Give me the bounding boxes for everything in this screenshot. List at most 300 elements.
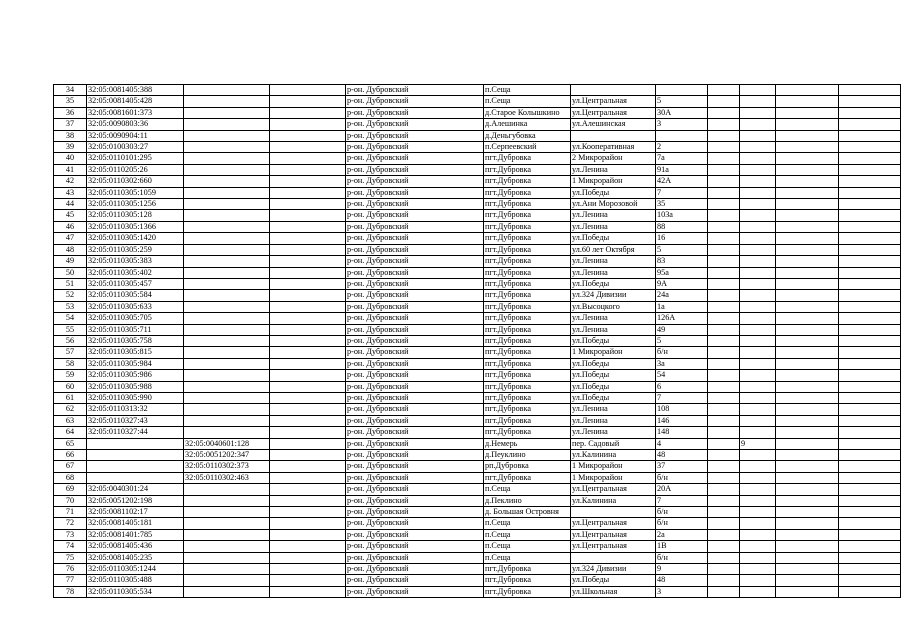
house-number-cell: 24а [656,290,708,301]
table-row [54,199,901,210]
district-cell: р-он. Дубровский [346,427,484,438]
extra-col-4-cell [839,507,901,518]
cadastral-number-cell: 32:05:0081601:373 [87,107,184,118]
district-cell: р-он. Дубровский [346,244,484,255]
row-number-cell: 44 [54,199,87,210]
street-cell [571,85,656,96]
district-cell: р-он. Дубровский [346,142,484,153]
extra-col-4-cell [839,450,901,461]
extra-col-2-cell [740,495,776,506]
cadastral-number-alt-cell [184,392,270,403]
extra-col-3-cell [776,335,839,346]
extra-col-2-cell [740,278,776,289]
extra-col-1-cell [708,472,740,483]
house-number-cell: 9 [656,564,708,575]
blank-col-cell [270,153,346,164]
extra-col-4-cell [839,358,901,369]
settlement-cell: пгт.Дубровка [484,256,571,267]
extra-col-4-cell [839,313,901,324]
street-cell: ул.Калинина [571,495,656,506]
settlement-cell: д.Пеуклино [484,450,571,461]
cadastral-number-cell: 32:05:0110313:32 [87,404,184,415]
extra-col-2-cell [740,153,776,164]
blank-col-cell [270,164,346,175]
cadastral-number-alt-cell [184,552,270,563]
settlement-cell: пгт.Дубровка [484,392,571,403]
extra-col-1-cell [708,278,740,289]
cadastral-number-alt-cell [184,96,270,107]
extra-col-3-cell [776,438,839,449]
row-number-cell: 46 [54,221,87,232]
extra-col-2-cell [740,324,776,335]
extra-col-3-cell [776,415,839,426]
row-number-cell: 63 [54,415,87,426]
blank-col-cell [270,244,346,255]
street-cell: 1 Микрорайон [571,347,656,358]
house-number-cell: б/н [656,507,708,518]
extra-col-3-cell [776,313,839,324]
blank-col-cell [270,586,346,597]
cadastral-number-cell: 32:05:0040301:24 [87,484,184,495]
house-number-cell: б/н [656,347,708,358]
extra-col-2-cell [740,541,776,552]
extra-col-1-cell [708,484,740,495]
table-row [54,301,901,312]
house-number-cell: 126А [656,313,708,324]
street-cell: ул.Ленина [571,164,656,175]
cadastral-number-alt-cell [184,370,270,381]
row-number-cell: 50 [54,267,87,278]
street-cell [571,507,656,518]
table-row [54,347,901,358]
house-number-cell: 146 [656,415,708,426]
settlement-cell: пгт.Дубровка [484,290,571,301]
extra-col-2-cell [740,507,776,518]
table-row [54,507,901,518]
table-row [54,427,901,438]
cadastral-number-cell: 32:05:0110305:984 [87,358,184,369]
extra-col-1-cell [708,210,740,221]
row-number-cell: 34 [54,85,87,96]
extra-col-2-cell [740,85,776,96]
table-row [54,529,901,540]
cadastral-number-alt-cell [184,278,270,289]
extra-col-2-cell [740,256,776,267]
settlement-cell: д.Алешинка [484,119,571,130]
row-number-cell: 67 [54,461,87,472]
extra-col-4-cell [839,518,901,529]
extra-col-3-cell [776,187,839,198]
district-cell: р-он. Дубровский [346,507,484,518]
district-cell: р-он. Дубровский [346,347,484,358]
house-number-cell: 6 [656,381,708,392]
extra-col-4-cell [839,130,901,141]
house-number-cell: 35 [656,199,708,210]
street-cell: ул.Центральная [571,96,656,107]
extra-col-1-cell [708,233,740,244]
extra-col-4-cell [839,495,901,506]
blank-col-cell [270,552,346,563]
settlement-cell: пгт.Дубровка [484,358,571,369]
district-cell: р-он. Дубровский [346,438,484,449]
blank-col-cell [270,278,346,289]
table-row [54,130,901,141]
table-row [54,256,901,267]
house-number-cell: 3 [656,586,708,597]
table-row [54,586,901,597]
blank-col-cell [270,518,346,529]
extra-col-1-cell [708,164,740,175]
district-cell: р-он. Дубровский [346,358,484,369]
extra-col-1-cell [708,438,740,449]
house-number-cell: 16 [656,233,708,244]
blank-col-cell [270,335,346,346]
street-cell: ул.Кооперативная [571,142,656,153]
row-number-cell: 56 [54,335,87,346]
cadastral-number-cell: 32:05:0110305:457 [87,278,184,289]
extra-col-4-cell [839,381,901,392]
blank-col-cell [270,142,346,153]
extra-col-3-cell [776,529,839,540]
extra-col-4-cell [839,244,901,255]
extra-col-4-cell [839,164,901,175]
street-cell: ул.Калинина [571,450,656,461]
cadastral-number-cell [87,450,184,461]
extra-col-4-cell [839,438,901,449]
row-number-cell: 48 [54,244,87,255]
house-number-cell: 1В [656,541,708,552]
house-number-cell: 91а [656,164,708,175]
extra-col-3-cell [776,450,839,461]
row-number-cell: 65 [54,438,87,449]
settlement-cell: пгт.Дубровка [484,244,571,255]
cadastral-number-cell: 32:05:0110305:128 [87,210,184,221]
district-cell: р-он. Дубровский [346,267,484,278]
table-body [54,85,901,598]
house-number-cell: б/н [656,518,708,529]
blank-col-cell [270,484,346,495]
extra-col-4-cell [839,96,901,107]
table-row [54,290,901,301]
extra-col-3-cell [776,495,839,506]
street-cell: ул.Ленина [571,313,656,324]
settlement-cell: п.Серпеевский [484,142,571,153]
extra-col-2-cell [740,347,776,358]
extra-col-4-cell [839,392,901,403]
table-row [54,267,901,278]
blank-col-cell [270,107,346,118]
settlement-cell: пгт.Дубровка [484,176,571,187]
cadastral-number-alt-cell [184,415,270,426]
table-row [54,176,901,187]
house-number-cell: 42А [656,176,708,187]
extra-col-1-cell [708,153,740,164]
cadastral-number-cell: 32:05:0110305:758 [87,335,184,346]
cadastral-number-cell: 32:05:0110305:705 [87,313,184,324]
extra-col-3-cell [776,472,839,483]
cadastral-number-cell: 32:05:0110305:988 [87,381,184,392]
settlement-cell: пгт.Дубровка [484,164,571,175]
cadastral-number-cell: 32:05:0110305:990 [87,392,184,403]
table-row [54,358,901,369]
table-row [54,107,901,118]
extra-col-4-cell [839,187,901,198]
row-number-cell: 78 [54,586,87,597]
extra-col-4-cell [839,290,901,301]
cadastral-number-cell: 32:05:0110305:584 [87,290,184,301]
street-cell: ул.Высоцкого [571,301,656,312]
extra-col-3-cell [776,541,839,552]
blank-col-cell [270,96,346,107]
row-number-cell: 60 [54,381,87,392]
street-cell: ул.Победы [571,187,656,198]
extra-col-2-cell [740,586,776,597]
extra-col-2-cell [740,450,776,461]
blank-col-cell [270,301,346,312]
district-cell: р-он. Дубровский [346,313,484,324]
extra-col-1-cell [708,541,740,552]
house-number-cell: 5 [656,335,708,346]
blank-col-cell [270,290,346,301]
blank-col-cell [270,119,346,130]
extra-col-3-cell [776,427,839,438]
blank-col-cell [270,415,346,426]
cadastral-number-cell [87,438,184,449]
settlement-cell: пгт.Дубровка [484,313,571,324]
row-number-cell: 55 [54,324,87,335]
cadastral-number-alt-cell [184,142,270,153]
extra-col-4-cell [839,221,901,232]
extra-col-2-cell [740,381,776,392]
extra-col-4-cell [839,586,901,597]
cadastral-number-alt-cell: 32:05:0040601:128 [184,438,270,449]
extra-col-2-cell [740,335,776,346]
street-cell: ул.Ленина [571,221,656,232]
cadastral-number-alt-cell: 32:05:0110302:373 [184,461,270,472]
extra-col-1-cell [708,130,740,141]
table-row [54,335,901,346]
extra-col-2-cell [740,130,776,141]
table-row [54,381,901,392]
blank-col-cell [270,130,346,141]
extra-col-2-cell [740,301,776,312]
row-number-cell: 72 [54,518,87,529]
row-number-cell: 49 [54,256,87,267]
blank-col-cell [270,210,346,221]
row-number-cell: 41 [54,164,87,175]
district-cell: р-он. Дубровский [346,278,484,289]
extra-col-1-cell [708,142,740,153]
table-row [54,392,901,403]
street-cell: 2 Микрорайон [571,153,656,164]
extra-col-3-cell [776,244,839,255]
settlement-cell: пгт.Дубровка [484,278,571,289]
blank-col-cell [270,438,346,449]
extra-col-4-cell [839,427,901,438]
cadastral-number-alt-cell [184,404,270,415]
extra-col-4-cell [839,415,901,426]
extra-col-4-cell [839,278,901,289]
extra-col-1-cell [708,176,740,187]
extra-col-4-cell [839,472,901,483]
extra-col-4-cell [839,461,901,472]
extra-col-3-cell [776,256,839,267]
cadastral-number-cell: 32:05:0081405:181 [87,518,184,529]
street-cell: ул.60 лет Октября [571,244,656,255]
cadastral-number-alt-cell [184,541,270,552]
row-number-cell: 73 [54,529,87,540]
cadastral-number-cell: 32:05:0110305:1059 [87,187,184,198]
table-row [54,438,901,449]
house-number-cell: 49 [656,324,708,335]
extra-col-2-cell [740,221,776,232]
extra-col-2-cell [740,564,776,575]
cadastral-number-cell: 32:05:0081405:428 [87,96,184,107]
street-cell: ул.Победы [571,381,656,392]
street-cell: ул.Школьная [571,586,656,597]
cadastral-number-cell: 32:05:0110205:26 [87,164,184,175]
district-cell: р-он. Дубровский [346,119,484,130]
house-number-cell: 108 [656,404,708,415]
extra-col-1-cell [708,575,740,586]
street-cell: ул.Ленина [571,427,656,438]
cadastral-number-alt-cell: 32:05:0051202:347 [184,450,270,461]
cadastral-number-cell: 32:05:0081405:436 [87,541,184,552]
blank-col-cell [270,370,346,381]
extra-col-3-cell [776,564,839,575]
blank-col-cell [270,472,346,483]
extra-col-3-cell [776,130,839,141]
extra-col-2-cell [740,187,776,198]
extra-col-1-cell [708,256,740,267]
district-cell: р-он. Дубровский [346,187,484,198]
extra-col-4-cell [839,484,901,495]
district-cell: р-он. Дубровский [346,233,484,244]
cadastral-number-cell: 32:05:0081405:388 [87,85,184,96]
extra-col-2-cell [740,233,776,244]
blank-col-cell [270,564,346,575]
settlement-cell: д.Немерь [484,438,571,449]
cadastral-number-alt-cell [184,210,270,221]
extra-col-2-cell [740,290,776,301]
extra-col-1-cell [708,107,740,118]
extra-col-4-cell [839,347,901,358]
blank-col-cell [270,495,346,506]
house-number-cell: 3а [656,358,708,369]
row-number-cell: 68 [54,472,87,483]
table-row [54,404,901,415]
extra-col-1-cell [708,507,740,518]
street-cell: ул.Победы [571,278,656,289]
blank-col-cell [270,461,346,472]
extra-col-3-cell [776,301,839,312]
settlement-cell: пгт.Дубровка [484,347,571,358]
cadastral-number-alt-cell [184,518,270,529]
blank-col-cell [270,404,346,415]
settlement-cell: пгт.Дубровка [484,335,571,346]
cadastral-number-alt-cell [184,290,270,301]
district-cell: р-он. Дубровский [346,472,484,483]
table-row [54,415,901,426]
settlement-cell: п.Сеща [484,96,571,107]
house-number-cell: 1а [656,301,708,312]
cadastral-number-cell: 32:05:0110305:815 [87,347,184,358]
house-number-cell [656,85,708,96]
cadastral-number-alt-cell [184,301,270,312]
blank-col-cell [270,233,346,244]
district-cell: р-он. Дубровский [346,381,484,392]
table-row [54,187,901,198]
table-row [54,142,901,153]
extra-col-3-cell [776,518,839,529]
house-number-cell: 7 [656,495,708,506]
extra-col-2-cell [740,244,776,255]
extra-col-4-cell [839,529,901,540]
row-number-cell: 61 [54,392,87,403]
cadastral-number-cell: 32:05:0051202:198 [87,495,184,506]
extra-col-1-cell [708,96,740,107]
extra-col-2-cell [740,199,776,210]
house-number-cell: 54 [656,370,708,381]
district-cell: р-он. Дубровский [346,164,484,175]
blank-col-cell [270,358,346,369]
house-number-cell: б/н [656,472,708,483]
cadastral-number-alt-cell [184,130,270,141]
extra-col-2-cell [740,529,776,540]
extra-col-1-cell [708,85,740,96]
settlement-cell: п.Сеща [484,552,571,563]
blank-col-cell [270,313,346,324]
table-row [54,278,901,289]
cadastral-number-cell: 32:05:0110302:660 [87,176,184,187]
extra-col-2-cell [740,119,776,130]
extra-col-3-cell [776,107,839,118]
extra-col-3-cell [776,199,839,210]
cadastral-registry-table [53,84,901,598]
blank-col-cell [270,541,346,552]
cadastral-number-cell: 32:05:0110327:43 [87,415,184,426]
extra-col-3-cell [776,461,839,472]
extra-col-2-cell [740,461,776,472]
row-number-cell: 71 [54,507,87,518]
cadastral-number-alt-cell [184,153,270,164]
extra-col-1-cell [708,290,740,301]
street-cell: ул.Ленина [571,256,656,267]
district-cell: р-он. Дубровский [346,552,484,563]
extra-col-3-cell [776,347,839,358]
table-row [54,575,901,586]
extra-col-4-cell [839,142,901,153]
house-number-cell: 37 [656,461,708,472]
table-row [54,244,901,255]
settlement-cell: пгт.Дубровка [484,210,571,221]
table-row [54,484,901,495]
extra-col-2-cell [740,427,776,438]
cadastral-number-cell: 32:05:0110305:402 [87,267,184,278]
extra-col-2-cell [740,575,776,586]
extra-col-1-cell [708,529,740,540]
table-row [54,495,901,506]
row-number-cell: 54 [54,313,87,324]
cadastral-number-cell: 32:05:0110305:488 [87,575,184,586]
cadastral-number-alt-cell [184,495,270,506]
extra-col-2-cell: 9 [740,438,776,449]
district-cell: р-он. Дубровский [346,324,484,335]
table-row [54,552,901,563]
street-cell: ул.Ленина [571,267,656,278]
extra-col-3-cell [776,164,839,175]
extra-col-1-cell [708,119,740,130]
